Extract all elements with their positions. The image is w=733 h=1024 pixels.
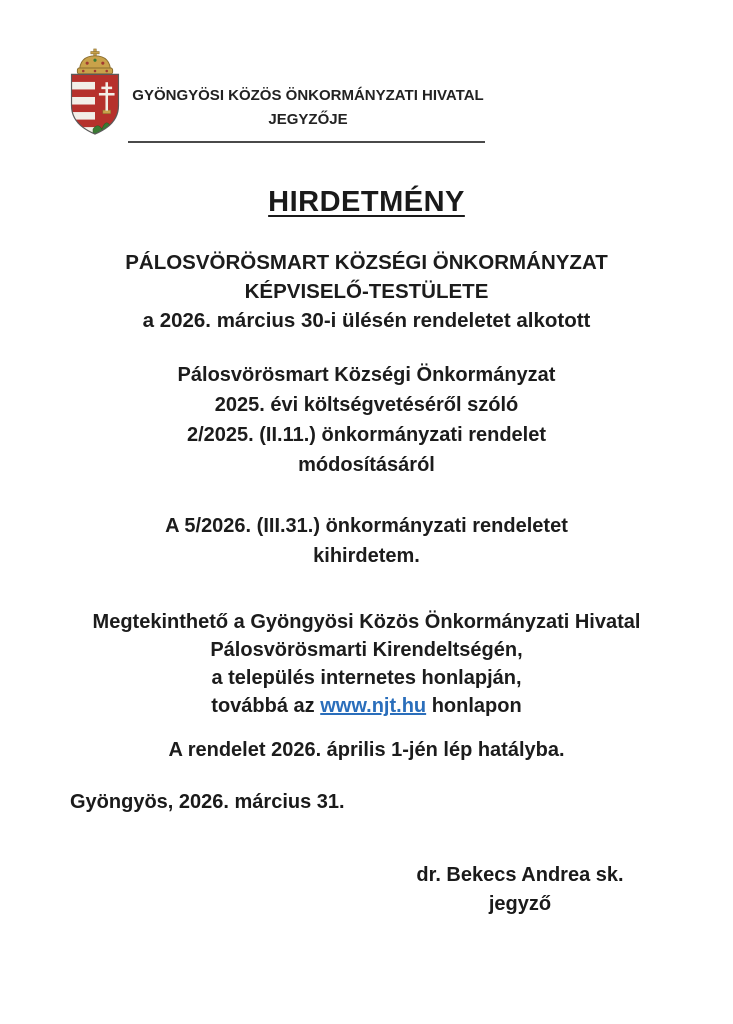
- availability-line: a település internetes honlapján,: [211, 667, 522, 689]
- shield: [72, 74, 121, 135]
- promulgation-line: A 5/2026. (III.31.) önkormányzati rendeletet: [165, 515, 568, 537]
- availability-link-line: [0, 692, 733, 720]
- council-line: a 2026. március 30-i ülésén rendeletet alkotott: [142, 309, 591, 332]
- njt-hu-link[interactable]: www.njt.hu: [320, 695, 427, 717]
- org-name-line-1: GYÖNGYÖSI KÖZÖS ÖNKORMÁNYZATI HIVATAL: [132, 87, 484, 104]
- signature-block: [380, 861, 660, 919]
- decree-subject-line: módosításáról: [298, 454, 435, 476]
- issuing-office-name: [128, 84, 488, 132]
- promulgation-line: kihirdetem.: [313, 545, 420, 567]
- signature-title: jegyző: [488, 893, 552, 915]
- council-line: PÁLOSVÖRÖSMART KÖZSÉGI ÖNKORMÁNYZAT: [125, 251, 608, 274]
- council-line: KÉPVISELŐ-TESTÜLETE: [244, 280, 489, 303]
- decree-subject-line: 2025. évi költségvetéséről szóló: [214, 394, 519, 416]
- signature-name: dr. Bekecs Andrea sk.: [416, 864, 624, 886]
- promulgation-paragraph: [0, 511, 733, 571]
- header-divider-line: [128, 141, 485, 143]
- link-prefix: továbbá az: [211, 695, 321, 717]
- decree-subject-line: Pálosvörösmart Községi Önkormányzat: [177, 364, 556, 386]
- place-and-date: Gyöngyös, 2026. március 31.: [70, 791, 345, 813]
- council-session-paragraph: [0, 248, 733, 335]
- availability-line: Megtekinthető a Gyöngyösi Közös Önkormányzati Hivatal: [92, 611, 641, 633]
- link-suffix: honlapon: [426, 695, 522, 717]
- effective-date-line: A rendelet 2026. április 1-jén lép hatályba.: [168, 739, 565, 761]
- holy-crown: [77, 49, 112, 74]
- decree-subject-paragraph: [0, 360, 733, 480]
- page-title: HIRDETMÉNY: [268, 186, 465, 218]
- org-name-line-2: JEGYZŐJE: [268, 111, 348, 128]
- availability-line: Pálosvörösmarti Kirendeltségén,: [210, 639, 523, 661]
- decree-subject-line: 2/2025. (II.11.) önkormányzati rendelet: [186, 424, 547, 446]
- effective-date-paragraph: [0, 736, 733, 764]
- availability-paragraph: [0, 608, 733, 720]
- hungarian-coat-of-arms-icon: [64, 47, 126, 137]
